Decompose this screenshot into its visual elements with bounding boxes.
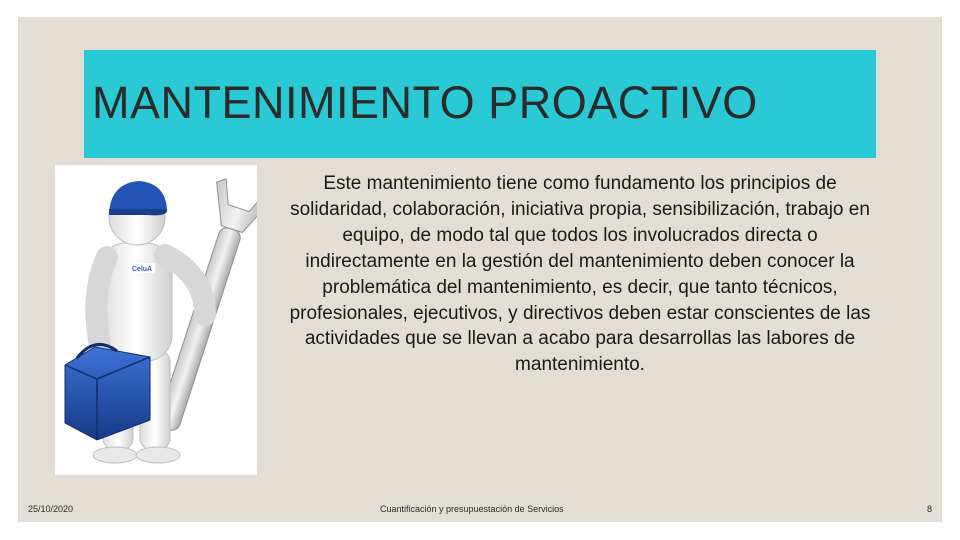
- body-paragraph: Este mantenimiento tiene como fundamento los principios de solidaridad, colaboración, iniciativa propia, sensibilización, trabajo en equipo, de modo tal que todos los involucrados directa o indirectamente en la gestión del mantenimiento deben conocer la problemática del mantenimiento, es decir, que tanto técnicos, profesionales, ejecutivos, y directivos deben estar conscientes de las actividades que se llevan a acabo para desarrollas las labores de mantenimiento.: [289, 173, 871, 376]
- footer-title: Cuantificación y presupuestación de Servicios: [380, 504, 564, 514]
- worker-illustration: [55, 165, 257, 475]
- page-number: 8: [926, 504, 932, 514]
- toolbox-icon: [65, 344, 150, 440]
- footer-date: 25/10/2020: [28, 504, 74, 514]
- slide-title: MANTENIMIENTO PROACTIVO: [92, 77, 758, 128]
- svg-text:CeluA: CeluA: [131, 266, 153, 273]
